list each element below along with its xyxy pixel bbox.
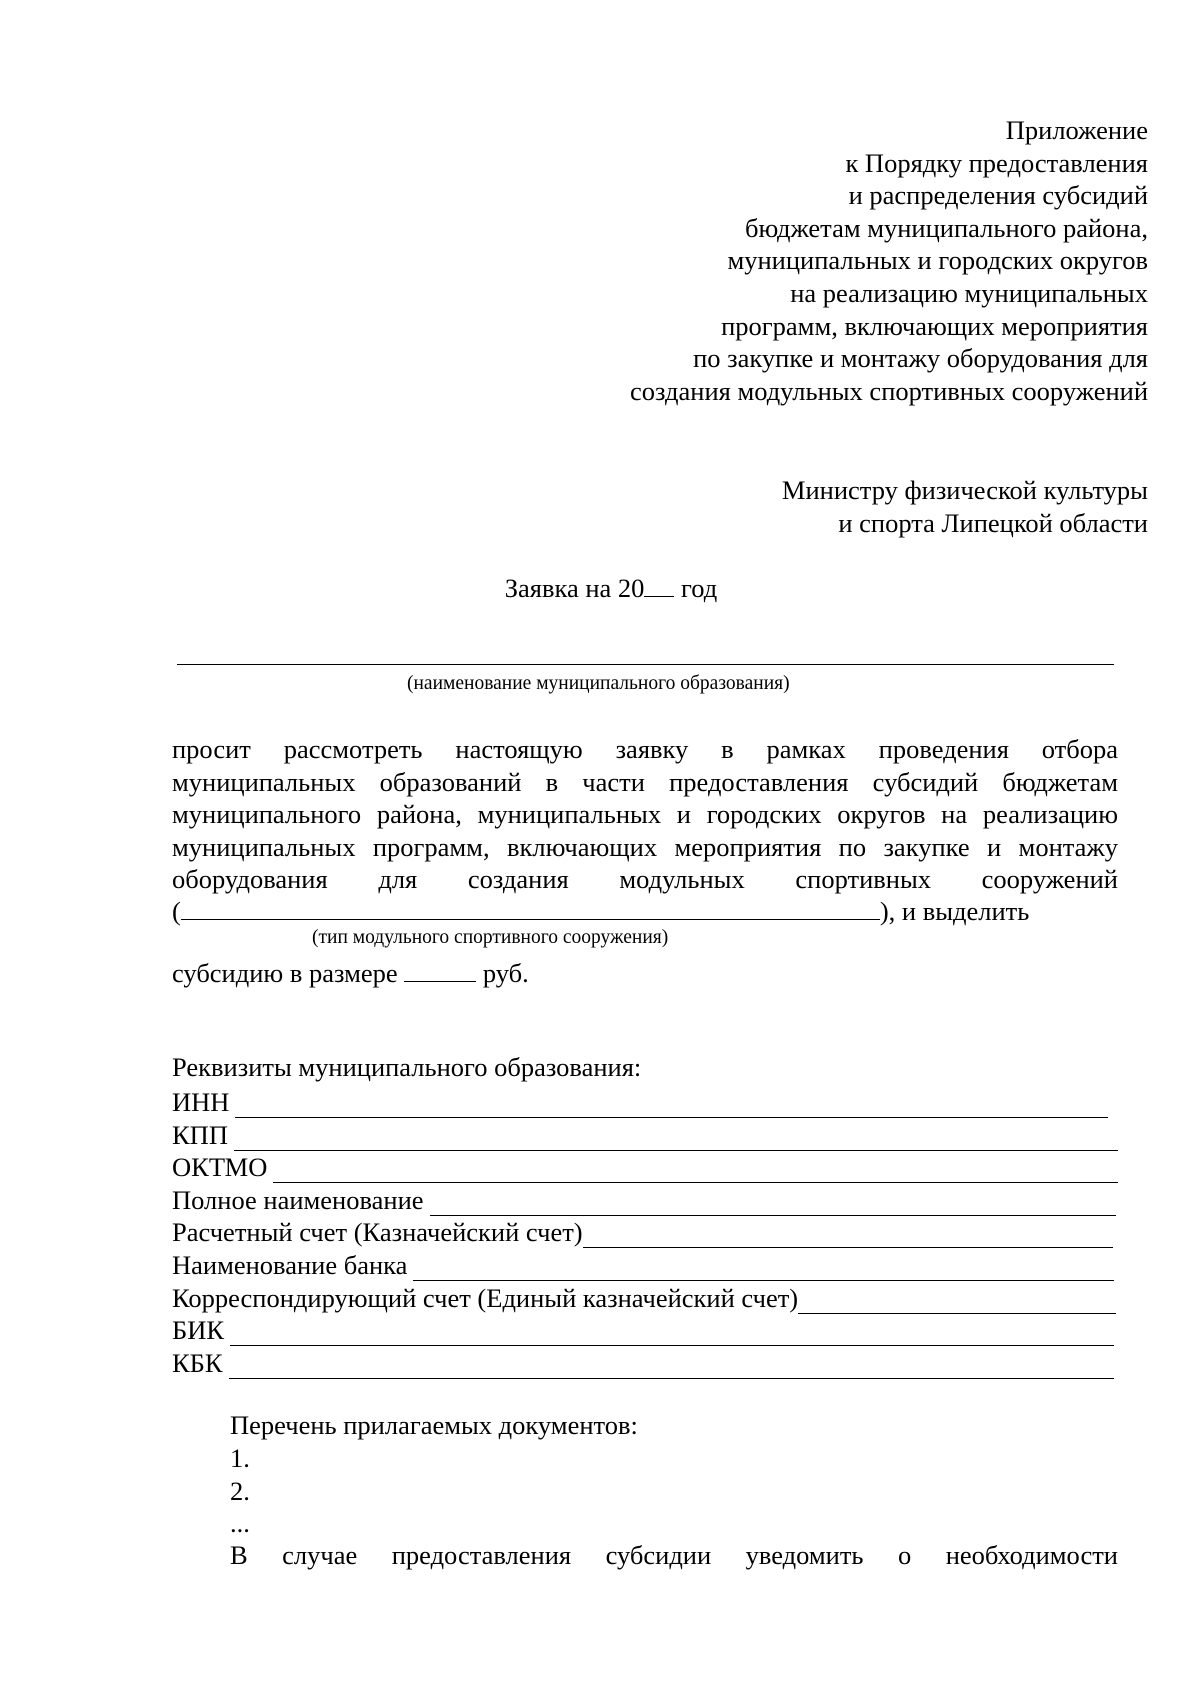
field-label: Корреспондирующий счет (Единый казначейский счет) [172,1282,799,1313]
addressee-line: Министру физической культуры [781,475,1148,505]
field-label: КБК [172,1347,223,1378]
field-blank [230,1321,1114,1346]
facility-type-blank [181,919,880,920]
field-label: ИНН [172,1086,230,1117]
request-paragraph [172,733,1118,896]
request-line: муниципального района, муниципальных и городских округов на реализацию [172,799,1118,829]
type-close-text: ), и выделить [879,896,1030,926]
field-kpp [172,1118,1118,1151]
appendix-header [630,114,1148,407]
field-label: КПП [172,1119,228,1150]
amount-prefix: субсидию в размере [172,958,405,988]
request-line: просит рассмотреть настоящую заявку в рамках проведения отбора [172,734,1118,764]
page-title [0,573,1200,604]
field-bik [172,1313,1114,1346]
facility-type-caption: (тип модульного спортивного сооружения) [312,927,669,948]
appendix-line: бюджетам муниципального района, [745,212,1148,243]
field-label: БИК [172,1314,225,1345]
appendix-line: по закупке и монтажу оборудования для [693,343,1148,374]
document-item: ... [230,1508,250,1538]
facility-type-row [172,896,1118,929]
final-paragraph [230,1540,1118,1573]
title-suffix: год [674,573,718,603]
field-label: Наименование банка [172,1249,408,1280]
appendix-line: и распределения субсидий [848,180,1148,211]
field-blank [798,1289,1116,1314]
field-kbk [172,1346,1114,1379]
appendix-line: муниципальных и городских округов [727,245,1148,276]
field-full-name [172,1183,1116,1216]
field-blank [583,1223,1113,1248]
municipality-caption: (наименование муниципального образования) [407,673,790,694]
field-blank [229,1354,1114,1379]
final-line: В случае предоставления субсидии уведомить о необходимости [230,1540,1118,1570]
field-blank [413,1256,1114,1281]
amount-suffix: руб. [476,958,529,988]
requisites-heading: Реквизиты муниципального образования: [172,1052,642,1082]
document-item: 2. [230,1476,250,1506]
request-line: муниципальных образований в части предоставления субсидий бюджетам [172,766,1118,797]
appendix-line: программ, включающих мероприятия [721,310,1148,341]
field-label: Расчетный счет (Казначейский счет) [172,1216,583,1247]
appendix-line: создания модульных спортивных сооружений [630,375,1148,406]
type-open-paren: ( [172,896,181,926]
request-line: муниципальных программ, включающих мероприятия по закупке и монтажу [172,831,1118,862]
subsidy-amount-row [172,958,1118,991]
title-prefix: Заявка на 20 [504,573,645,603]
field-label: Полное наименование [172,1184,424,1215]
appendix-line: к Порядку предоставления [845,147,1148,178]
municipality-name-line [177,664,1114,665]
field-label: ОКТМО [172,1151,268,1182]
appendix-line: на реализацию муниципальных [790,277,1148,308]
addressee-line: и спорта Липецкой области [838,507,1148,538]
field-blank [235,1093,1108,1118]
documents-heading: Перечень прилагаемых документов: [230,1410,638,1440]
document-item: 1. [230,1443,250,1473]
field-corr-account [172,1281,1116,1314]
appendix-line: Приложение [1005,115,1148,145]
field-blank [273,1158,1118,1183]
field-oktmo [172,1150,1118,1183]
field-inn [172,1085,1108,1118]
request-line: оборудования для создания модульных спортивных сооружений [172,864,1118,894]
amount-blank [404,981,476,982]
addressee-block [782,474,1148,539]
field-blank [234,1126,1118,1151]
field-bank-name [172,1248,1114,1281]
field-account [172,1215,1113,1248]
field-blank [430,1191,1116,1216]
year-blank [644,596,674,597]
